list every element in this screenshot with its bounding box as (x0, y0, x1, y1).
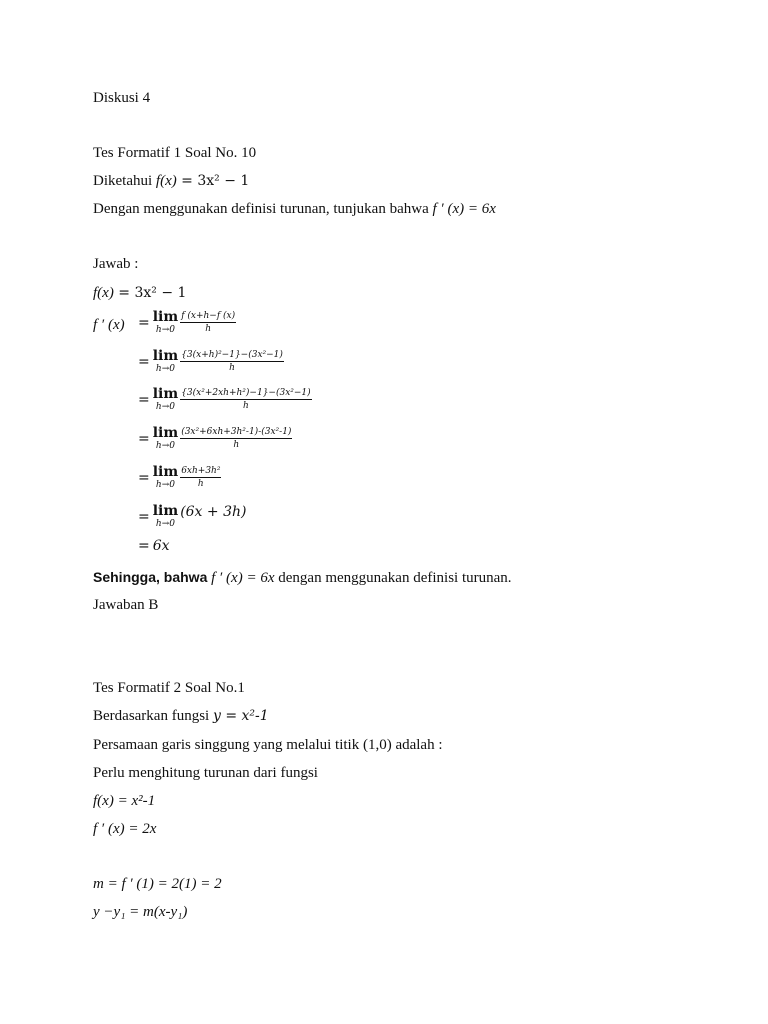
q2-fpx-line: f ′ (x) = 2x (93, 821, 157, 837)
step-3-equals: = (138, 391, 150, 408)
step-2-fraction (180, 349, 284, 374)
step-2-lim-sub: h→0 (155, 364, 175, 374)
q1-given (93, 171, 249, 191)
q1-task-prefix: Dengan menggunakan definisi turunan, tunjukan bahwa (93, 201, 433, 217)
step-2-limit (153, 349, 178, 374)
step-7-equals: = (138, 538, 150, 554)
step-3-limit (153, 387, 178, 412)
step-1-lim-sub: h→0 (155, 325, 175, 335)
q1-answer: Jawaban B (93, 597, 159, 613)
q1-fx-lhs: f(x) (93, 285, 114, 301)
step-4-numerator: (3x²+6xh+3h²-1)-(3x²-1) (181, 427, 292, 437)
step-5-equals: = (138, 469, 150, 486)
step-1-lim-word: lim (152, 309, 179, 325)
step-5-denominator: h (197, 479, 204, 489)
step-2-denominator: h (229, 363, 235, 373)
step-3-numerator: {3(x²+2xh+h²)−1}−(3x²−1) (181, 388, 311, 398)
step-1-limit (153, 310, 178, 335)
q1-task-fpx: f ′ (x) = 6x (432, 201, 496, 217)
q1-conclusion-bold: Sehingga, bahwa (93, 569, 208, 585)
q1-conclusion (93, 567, 512, 588)
step-5-fraction (180, 465, 221, 490)
q1-answer-label: Jawab : (93, 256, 139, 272)
step-4-fraction (180, 426, 292, 451)
step-7-expression: 6x (152, 538, 170, 554)
step-2-equals: = (138, 353, 150, 370)
q2-tangent-text: Persamaan garis singgung yang melalui titik (1,0) adalah : (93, 737, 443, 753)
step-4-equals: = (138, 430, 150, 447)
derivation-step-4 (138, 426, 292, 451)
q1-heading: Tes Formatif 1 Soal No. 10 (93, 145, 257, 161)
derivation-step-2 (138, 349, 284, 374)
q1-given-prefix: Diketahui (93, 173, 156, 189)
q2-given (93, 706, 269, 726)
q2-slope-line: m = f ′ (1) = 2(1) = 2 (93, 876, 222, 892)
derivation-step-5 (138, 465, 221, 490)
q1-conclusion-rest: dengan menggunakan definisi turunan. (274, 570, 512, 586)
q1-conclusion-fpx: f ′ (x) = 6x (207, 570, 275, 586)
step-4-limit (153, 426, 178, 451)
q1-fx-line (93, 283, 186, 303)
document-title: Diskusi 4 (93, 90, 151, 106)
step-4-lim-word: lim (152, 425, 179, 441)
step-3-lim-sub: h→0 (155, 402, 175, 412)
derivation-step-7 (138, 538, 170, 554)
derivation-step-3 (138, 387, 312, 412)
step-1-equals: = (138, 314, 150, 331)
q1-given-rhs: = 3x² − 1 (176, 173, 250, 189)
step-5-lim-sub: h→0 (155, 480, 175, 490)
q2-given-prefix: Berdasarkan fungsi (93, 708, 213, 724)
q2-given-fn: y = x²-1 (212, 708, 269, 724)
step-1-numerator: f (x+h−f (x) (181, 311, 236, 321)
q1-given-fx: f(x) (155, 173, 177, 189)
step-4-lim-sub: h→0 (155, 441, 175, 451)
step-6-equals: = (138, 508, 150, 525)
q2-heading: Tes Formatif 2 Soal No.1 (93, 680, 245, 696)
step-4-denominator: h (233, 440, 240, 450)
q2-point-slope-line: y −y₁ = m(x-y₁) (93, 904, 188, 920)
step-5-limit (153, 465, 178, 490)
step-3-fraction (180, 387, 311, 412)
step-5-numerator: 6xh+3h² (181, 466, 221, 476)
derivation-step-1 (138, 310, 236, 335)
q2-fx-line: f(x) = x²-1 (93, 793, 156, 809)
step-6-lim-sub: h→0 (155, 519, 175, 529)
step-5-lim-word: lim (152, 464, 179, 480)
derivation-step-6 (138, 504, 246, 529)
derivation-lhs: f ′ (x) (93, 317, 125, 333)
step-2-lim-word: lim (152, 348, 179, 364)
step-2-numerator: {3(x+h)²−1}−(3x²−1) (181, 350, 283, 360)
step-1-denominator: h (205, 324, 212, 334)
step-3-denominator: h (243, 401, 249, 411)
step-1-fraction (180, 310, 236, 335)
step-6-expression: (6x + 3h) (180, 503, 247, 520)
q1-fx-rhs: = 3x² − 1 (113, 285, 187, 301)
q2-need-text: Perlu menghitung turunan dari fungsi (93, 765, 318, 781)
q1-task (93, 199, 496, 219)
step-6-limit (153, 504, 178, 529)
step-3-lim-word: lim (152, 386, 179, 402)
step-6-lim-word: lim (152, 503, 179, 519)
